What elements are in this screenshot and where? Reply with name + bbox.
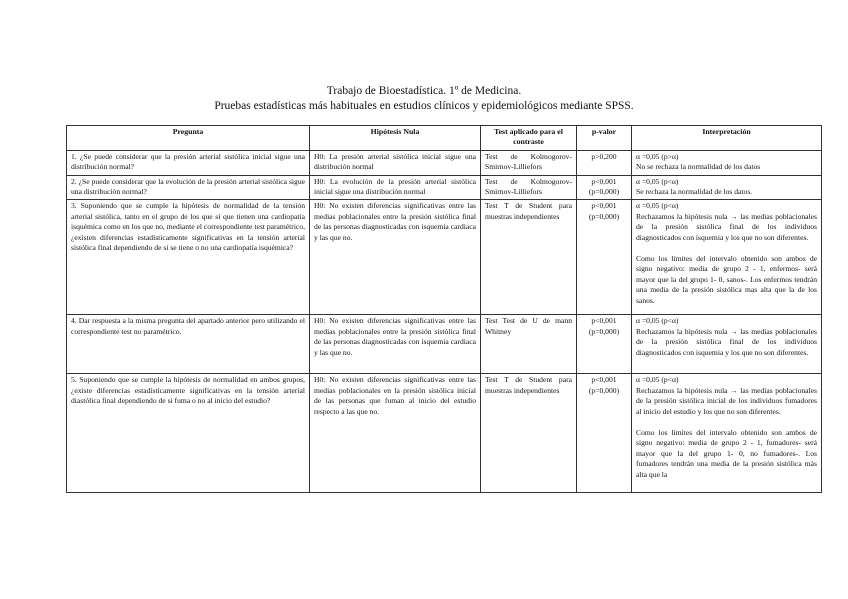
interp-text: Se rechaza la normalidad de los datos. [636, 187, 753, 197]
document-subtitle: Pruebas estadísticas más habituales en estudios clínicos y epidemiológicos mediante SPSS. [214, 100, 634, 112]
pvalor-line: p<0,001 [591, 375, 617, 385]
column-header-interpretacion: Interpretación [632, 126, 822, 151]
table-row [67, 175, 822, 200]
cell-interpretacion [632, 374, 822, 493]
cell-pregunta: 5. Suponiendo que se cumple la hipótesis de normalidad en ambos grupos, ¿existe diferencias estadísticamente significativas en la tensión arterial diastólica final dependiendo de si fuma o no al inicio del estudio? [67, 374, 310, 493]
interp-alpha: α =0,05 (p>α) [636, 151, 679, 161]
interp-alpha: α =0,05 (p<α) [636, 176, 679, 186]
column-header-hipotesis: Hipótesis Nula [310, 126, 481, 151]
column-header-pvalor: p-valor [577, 126, 632, 151]
cell-hipotesis: H0: No existen diferencias significativas entre las medias poblacionales en la presión sistólica inicial de las personas que fuman al inicio del estudio respecto a las que no. [310, 374, 481, 493]
interp-alpha: α =0,05 (p<α) [636, 375, 679, 385]
cell-hipotesis: H0: La presión arterial sistólica inicial sigue una distribución normal [310, 150, 481, 175]
interp-text: Rechazamos la hipótesis nula → las medias poblacionales de la presión sistólica final de los individuos diagnosticados con isquemia y los que no son diferentes. [636, 211, 817, 242]
cell-pvalor [577, 200, 632, 315]
statistics-table [66, 125, 822, 493]
table-row [67, 315, 822, 374]
cell-test: Test de Kolmogorov-Smirnov-Lilliefors [481, 175, 577, 200]
pvalor-exact: (p=0,000) [588, 385, 620, 395]
table-header-row [67, 126, 822, 151]
pvalor-line: p>0,200 [591, 151, 617, 161]
pvalor-line: p<0,001 [591, 316, 617, 326]
table-row [67, 200, 822, 315]
cell-interpretacion [632, 315, 822, 374]
pvalor-exact: (p=0,000) [588, 187, 620, 197]
cell-test: Test de Kolmogorov-Smirnov-Lilliefors [481, 150, 577, 175]
cell-pvalor [577, 150, 632, 175]
cell-hipotesis: H0: La evolución de la presión arterial sistólica inicial sigue una distribución normal [310, 175, 481, 200]
cell-interpretacion [632, 200, 822, 315]
interp-text: Rechazamos la hipótesis nula → las medias poblacionales de la presión sistólica final de los individuos diagnosticados con isquemia y los que no son diferentes. [636, 326, 817, 357]
cell-test: Test T de Student para muestras independientes [481, 200, 577, 315]
cell-pvalor [577, 374, 632, 493]
pvalor-line: p<0,001 [591, 176, 617, 186]
cell-pregunta: 1. ¿Se puede considerar que la presión arterial sistólica inicial sigue una distribución normal? [67, 150, 310, 175]
cell-pregunta: 4. Dar respuesta a la misma pregunta del apartado anterior pero utilizando el correspondiente test no paramétrico. [67, 315, 310, 374]
cell-pvalor [577, 175, 632, 200]
table-row [67, 374, 822, 493]
cell-hipotesis: H0: No existen diferencias significativas entre las medias poblacionales entre la presión sistólica final de las personas diagnosticadas con isquemia cardiaca y las que no. [310, 200, 481, 315]
interp-alpha: α =0,05 (p<α) [636, 316, 679, 326]
paragraph-gap [636, 417, 817, 428]
cell-test: Test Test de U de mann Whitney [481, 315, 577, 374]
interp-detail: Como los límites del intervalo obtenido son ambos de signo negativo: media de grupo 2 - 1, enfermos- será mayor que la del grupo 1- 0, sanos-. Los enfermos tendrán una media de la presión sistólica mas alta que la de los sanos. [636, 254, 817, 305]
cell-pregunta: 3. Suponiendo que se cumple la hipótesis de normalidad de la tensión arterial sistólica, tanto en el grupo de los que sí que tienen una cardiopatía isquémica como en los que no, mediante el correspondiente test paramétrico, ¿existen diferencias estadísticamente significativas en la tensión arterial sistólica final dependiendo de si se tiene o no una cardiopatía isquémica? [67, 200, 310, 315]
interp-detail: Como los límites del intervalo obtenido son ambos de signo negativo: media de grupo 2 - 1, fumadores- será mayor que la del grupo 1- 0, no fumadores-. Los fumadores tendrán una media de la presión sistólica más alta que la [636, 428, 817, 479]
column-header-test: Test aplicado para el contraste [481, 126, 577, 151]
interp-text: No se rechaza la normalidad de los datos [636, 162, 761, 172]
interp-text: Rechazamos la hipótesis nula → las medias poblacionales de la presión sistólica inicial de los individuos fumadores al inicio del estudio y los que no son diferentes. [636, 385, 817, 416]
pvalor-exact: (p=0,000) [588, 211, 620, 221]
cell-pvalor [577, 315, 632, 374]
cell-pregunta: 2. ¿Se puede considerar que la evolución de la presión arterial sistólica sigue una distribución normal? [67, 175, 310, 200]
document-title: Trabajo de Bioestadística. 1º de Medicina. [326, 85, 522, 97]
cell-interpretacion [632, 150, 822, 175]
table-row [67, 150, 822, 175]
interp-alpha: α =0,05 (p<α) [636, 201, 679, 211]
column-header-pregunta: Pregunta [67, 126, 310, 151]
cell-interpretacion [632, 175, 822, 200]
cell-test: Test T de Student para muestras independientes [481, 374, 577, 493]
pvalor-exact: (p=0,000) [588, 326, 620, 336]
pvalor-line: p<0,001 [591, 201, 617, 211]
paragraph-gap [636, 243, 817, 254]
cell-hipotesis: H0: No existen diferencias significativas entre las medias poblacionales entre la presión sistólica final de las personas diagnosticadas con isquemia cardiaca y las que no. [310, 315, 481, 374]
